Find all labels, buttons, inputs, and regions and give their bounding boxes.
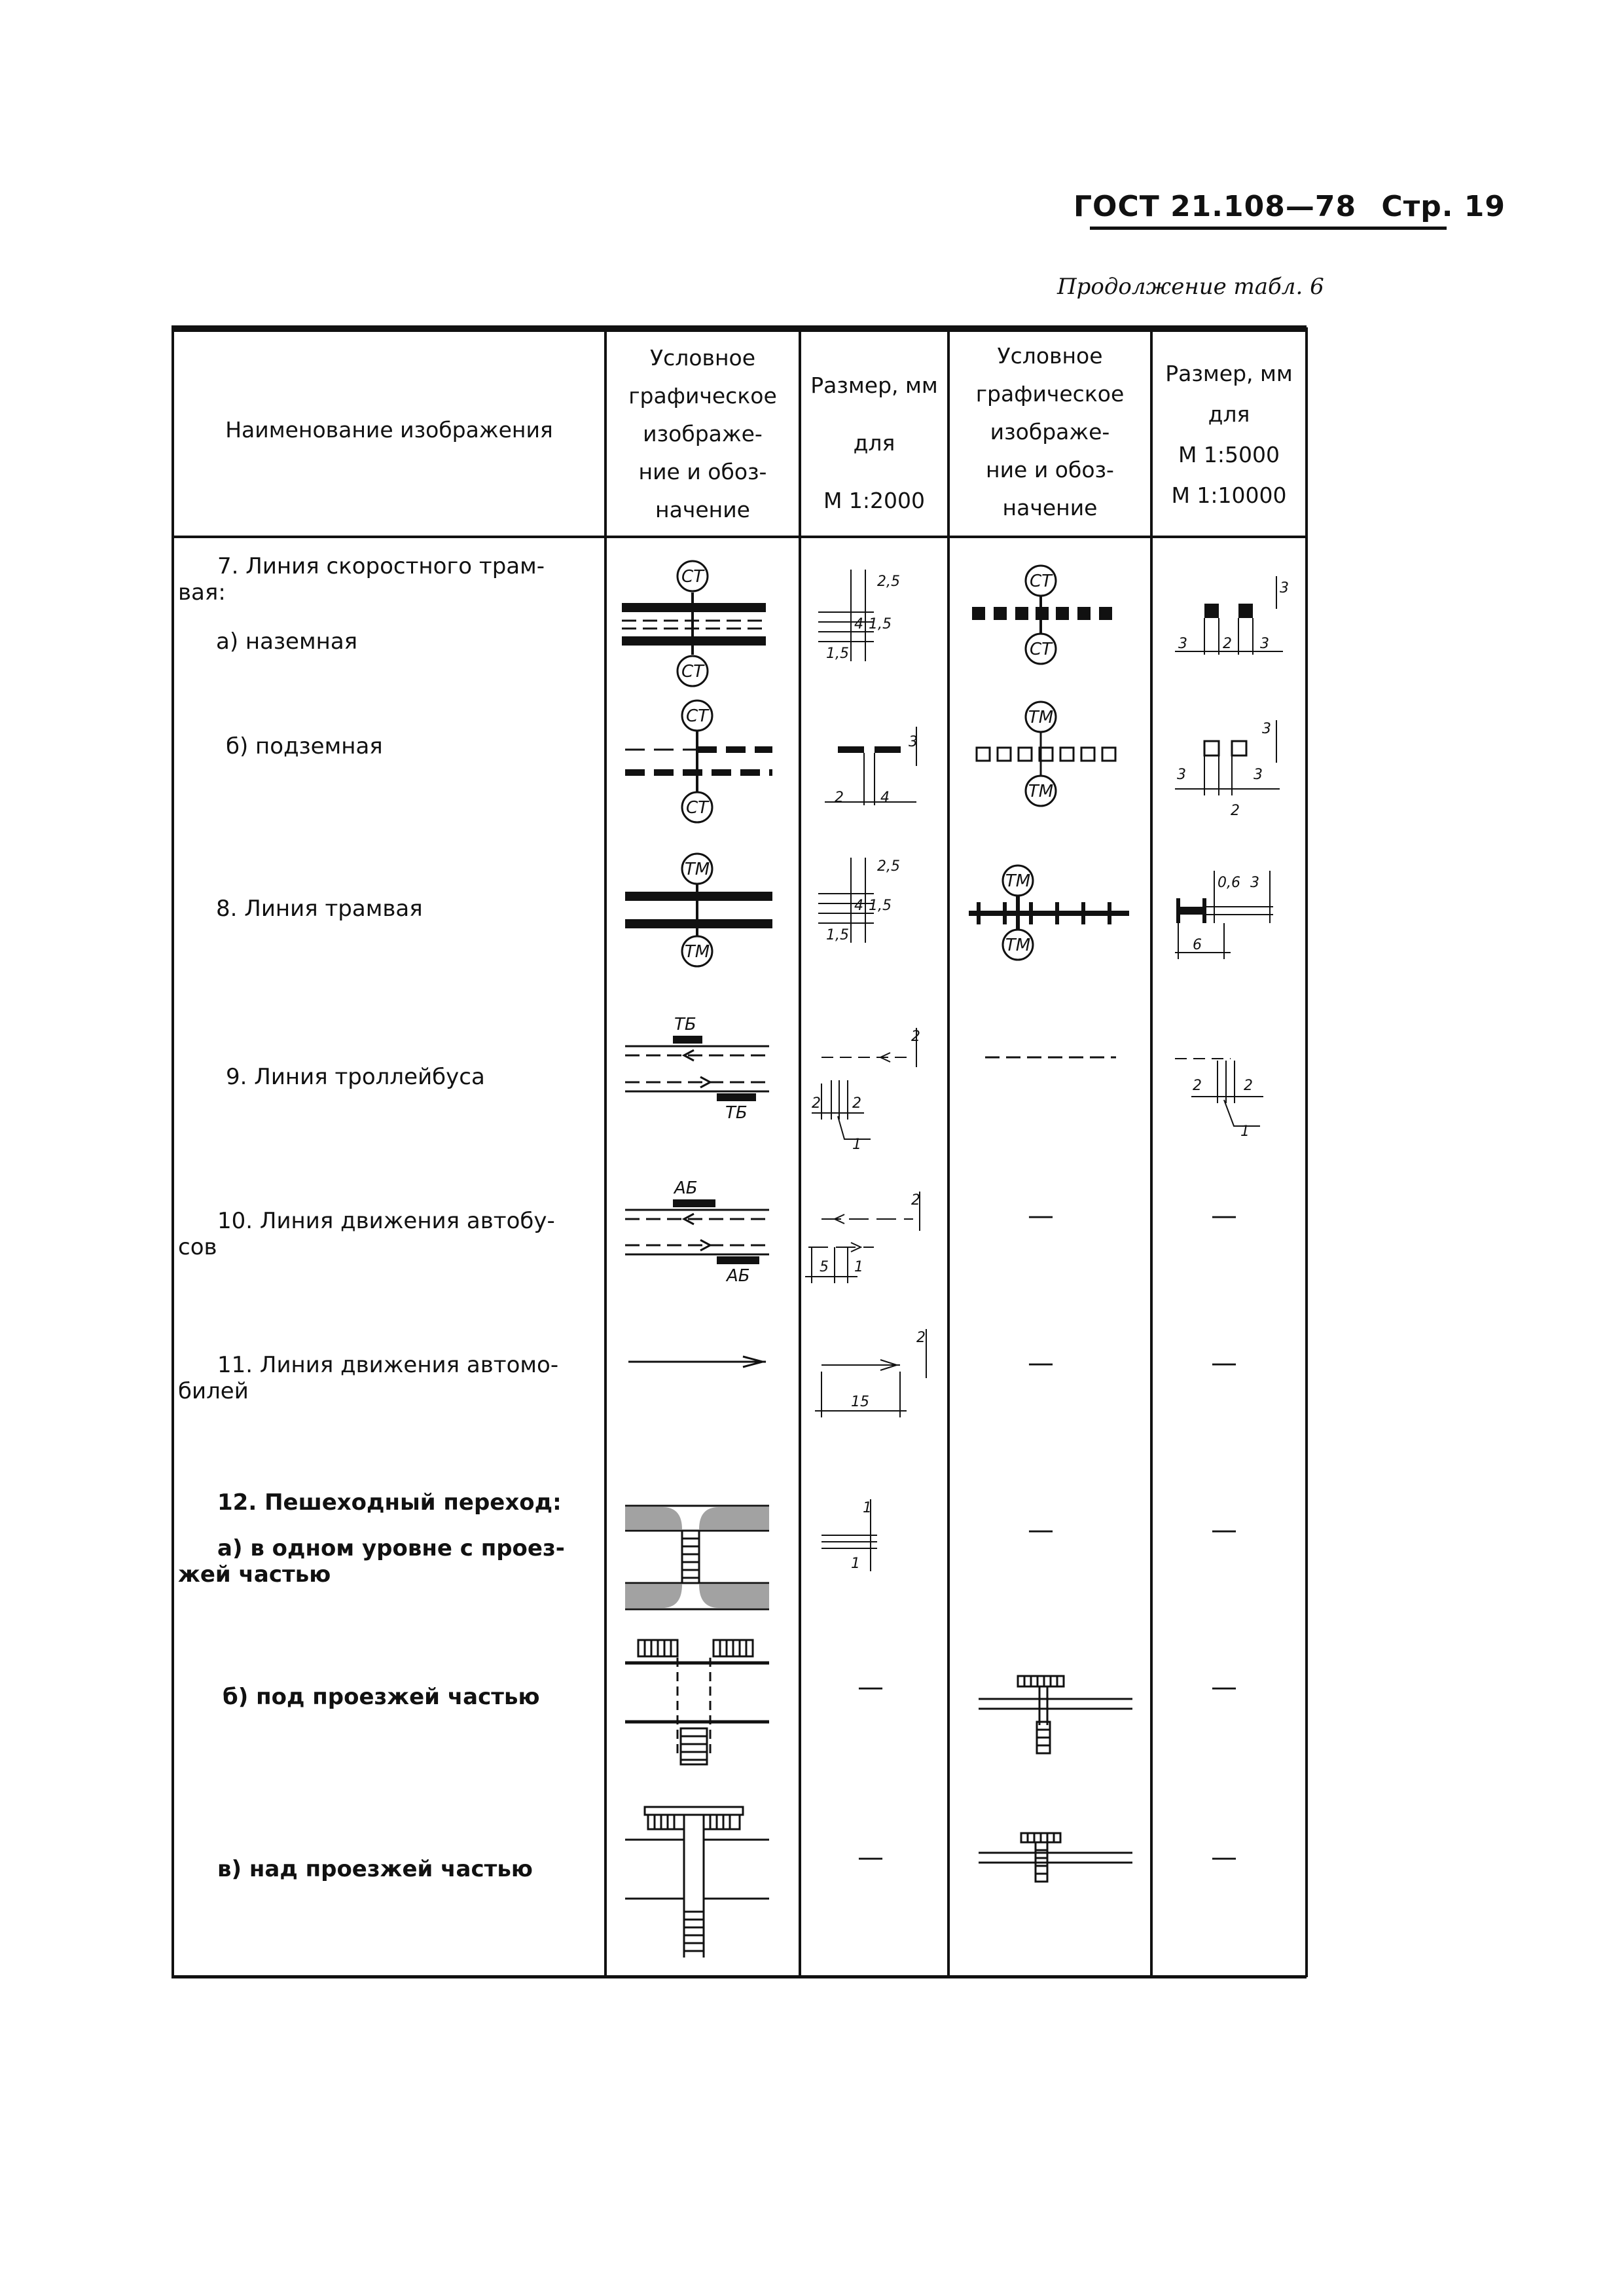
- r10-symbol-2-dash: —: [1028, 1201, 1054, 1231]
- page-number: Стр. 19: [1381, 190, 1506, 223]
- header-symbol-2: Условное графическое изображе- ние и обоз- начение: [975, 343, 1125, 520]
- dim-label: 1: [854, 1259, 863, 1275]
- dim-label: 2: [1223, 636, 1232, 652]
- dim-label: 3: [909, 734, 918, 750]
- dim-label: 15: [851, 1394, 869, 1410]
- st-label: СТ: [685, 798, 709, 818]
- dim-label: 5: [820, 1259, 829, 1275]
- dim-label: 1: [863, 1500, 872, 1516]
- row-9-title: 9. Линия троллейбуса: [226, 1064, 485, 1090]
- r8-symbol-2: [969, 866, 1129, 960]
- dim-label: 3: [1254, 767, 1263, 783]
- dim-label: 1: [851, 1556, 860, 1572]
- row-12c-label: в) над проезжей частью: [217, 1856, 533, 1882]
- r12b-symbol-1: [625, 1640, 769, 1764]
- r12c-symbol-2: [979, 1833, 1132, 1882]
- tm-label: ТМ: [684, 942, 710, 962]
- dim-label: 4: [880, 790, 890, 806]
- ab-label: АБ: [727, 1266, 750, 1286]
- r9-size-5000: [1175, 1059, 1263, 1140]
- tm-label: ТМ: [1028, 782, 1054, 801]
- st-label: СТ: [681, 567, 704, 587]
- header-size-2: Размер, мм для М 1:5000 М 1:10000: [1165, 361, 1293, 508]
- row-10-title: 10. Линия движения автобу- сов: [178, 1208, 555, 1260]
- dim-label: 6: [1193, 937, 1202, 953]
- dim-label: 2: [1244, 1078, 1253, 1094]
- tm-label: ТМ: [1005, 936, 1031, 955]
- dim-label: 1: [852, 1137, 861, 1153]
- row-7b-label: б) подземная: [226, 733, 383, 759]
- r9-symbol-1: [625, 1015, 769, 1123]
- header-size-1: Размер, мм для М 1:2000: [810, 373, 938, 513]
- r7a-symbol-2: [972, 566, 1112, 664]
- st-label: СТ: [681, 662, 704, 682]
- r7a-symbol-1: [622, 561, 766, 686]
- r10-size-5000-dash: —: [1211, 1201, 1237, 1231]
- dim-label: 2: [812, 1095, 821, 1112]
- dim-label: 2: [1231, 803, 1240, 819]
- row-12a-label: а) в одном уровне с проез- жей частью: [178, 1535, 565, 1588]
- row-11-title: 11. Линия движения автомо- билей: [178, 1352, 559, 1404]
- tb-label: ТБ: [674, 1015, 696, 1034]
- dim-label: 4: [854, 616, 863, 632]
- dim-label: 1,5: [826, 927, 849, 943]
- dim-label: 2: [852, 1095, 861, 1112]
- dim-label: 2: [911, 1029, 920, 1045]
- tb-label: ТБ: [725, 1103, 748, 1123]
- tm-label: ТМ: [1005, 871, 1031, 891]
- row-8-title: 8. Линия трамвая: [216, 896, 423, 922]
- tm-label: ТМ: [684, 860, 710, 879]
- dim-label: 1,5: [826, 646, 849, 662]
- r12a-symbol-1: [625, 1506, 769, 1609]
- r12c-size-5000-dash: —: [1211, 1842, 1237, 1872]
- r12b-size-2000-dash: —: [857, 1672, 884, 1702]
- r11-symbol-2-dash: —: [1028, 1348, 1054, 1378]
- r7a-size-5000: [1175, 576, 1289, 655]
- header-name: Наименование изображения: [225, 417, 553, 443]
- dim-label: 1,5: [869, 616, 892, 632]
- r7b-size-5000: [1175, 720, 1280, 819]
- r12a-symbol-2-dash: —: [1028, 1515, 1054, 1545]
- dim-label: 4: [854, 898, 863, 914]
- row-12b-label: б) под проезжей частью: [223, 1684, 540, 1710]
- st-label: СТ: [1029, 572, 1053, 591]
- table-continuation-note: Продолжение табл. 6: [1057, 274, 1324, 300]
- r11-size-2000: [815, 1329, 926, 1417]
- dim-label: 3: [1178, 636, 1187, 652]
- r12a-size-2000: [821, 1499, 877, 1572]
- row-7-title: 7. Линия скоростного трам- вая:: [178, 553, 545, 606]
- tm-label: ТМ: [1028, 708, 1054, 727]
- r12b-size-5000-dash: —: [1211, 1672, 1237, 1702]
- dim-label: 3: [1260, 636, 1269, 652]
- dim-label: 2: [1193, 1078, 1202, 1094]
- dim-label: 1,5: [869, 898, 892, 914]
- r7b-size-2000: [825, 727, 918, 806]
- r10-size-2000: [805, 1192, 920, 1283]
- dim-label: 2: [835, 790, 844, 806]
- r12c-symbol-1: [625, 1807, 769, 1958]
- dim-label: 1: [1240, 1123, 1250, 1140]
- r12c-size-2000-dash: —: [857, 1842, 884, 1872]
- r12b-symbol-2: [979, 1676, 1132, 1753]
- dim-label: 3: [1262, 721, 1271, 737]
- header-symbol-1: Условное графическое изображе- ние и обоз- начение: [628, 345, 777, 522]
- dim-label: 3: [1250, 875, 1259, 891]
- dim-label: 2: [916, 1330, 926, 1346]
- r8-size-2000: [818, 858, 900, 943]
- dim-label: 2,5: [877, 574, 900, 590]
- r7b-symbol-2: [977, 702, 1115, 806]
- dim-label: 3: [1177, 767, 1186, 783]
- row-12-title: 12. Пешеходный переход:: [217, 1489, 562, 1516]
- st-label: СТ: [685, 706, 709, 726]
- r11-size-5000-dash: —: [1211, 1348, 1237, 1378]
- dim-label: 3: [1280, 580, 1289, 596]
- r8-size-5000: [1175, 871, 1273, 959]
- ab-label: АБ: [674, 1178, 698, 1198]
- dim-label: 2,5: [877, 858, 900, 875]
- r7b-symbol-1: [625, 701, 772, 822]
- st-label: СТ: [1029, 640, 1053, 659]
- standard-code: ГОСТ 21.108—78: [1074, 190, 1357, 223]
- r10-symbol-1: [625, 1178, 769, 1286]
- r7a-size-2000: [818, 570, 900, 662]
- r8-symbol-1: [625, 854, 772, 966]
- dim-label: 0,6: [1218, 875, 1240, 891]
- r11-symbol-1: [628, 1357, 766, 1367]
- r12a-size-5000-dash: —: [1211, 1515, 1237, 1545]
- row-7a-label: а) наземная: [216, 629, 358, 655]
- dim-label: 2: [911, 1192, 920, 1209]
- r9-size-2000: [812, 1028, 920, 1153]
